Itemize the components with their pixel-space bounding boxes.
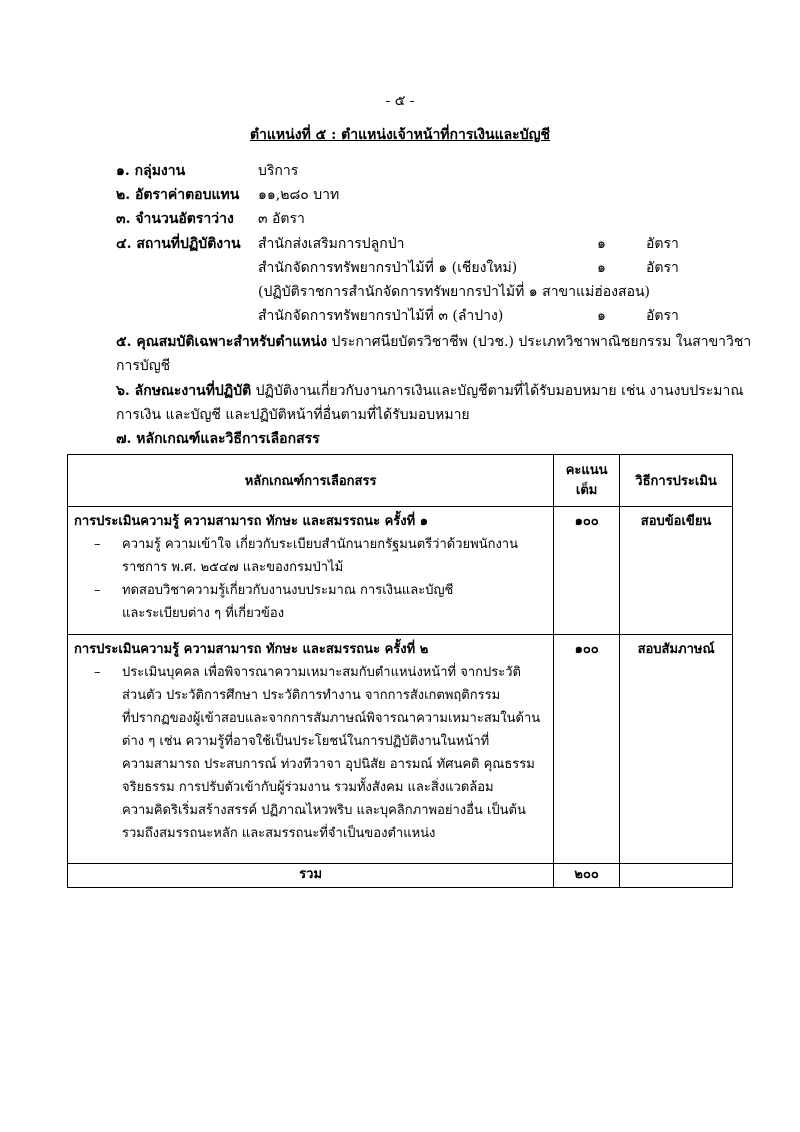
duties-label: ๖. ลักษณะงานที่ปฏิบัติ [116,383,252,399]
duties-line [116,380,743,402]
field-work-group-value: บริการ [258,163,299,179]
criteria-item: – ประเมินบุคคล เพื่อพิจารณาความเหมาะสมกับตำแหน่งหน้าที่ จากประวัติ ส่วนตัว ประวัติการศึกษา ประวัติการทำงาน จากการสังเกตพฤติกรรม ที่ปรากฏของผู้เข้าสอบและจากการสัมภาษณ์พิจารณาความเหมาะสมในด้าน ต่าง ๆ เช่น ความรู้ที่อาจใช้เป็นประโยชน์ในการปฏิบัติงานในหน้าที่ ความสามารถ ประสบการณ์ ท่วงทีวาจา อุปนิสัย อารมณ์ ทัศนคติ คุณธรรม จริยธรรม การปรับตัวเข้ากับผู้ร่วมงาน รวมทั้งสังคม และสิ่งแวดล้อม ความคิดริเริ่มสร้างสรรค์ ปฏิภาณไหวพริบ และบุคลิกภาพอย่างอื่น เป็นต้น รวมถึงสมรรถนะหลัก และสมรรถนะที่จำเป็นของตำแหน่ง [68,661,553,845]
criteria-title: การประเมินความรู้ ความสามารถ ทักษะ และสมรรถนะ ครั้งที่ ๒ [74,642,429,657]
total-label: รวม [68,864,554,888]
criteria-cell [68,507,554,635]
score-header: คะแนน เต็ม [554,455,620,507]
qualification-label: ๕. คุณสมบัติเฉพาะสำหรับตำแหน่ง [116,334,328,350]
method-cell: สอบข้อเขียน [620,507,733,635]
qualification-line [116,331,751,353]
total-score: ๒๐๐ [554,864,620,888]
total-method-empty [620,864,733,888]
score-cell: ๑๐๐ [554,507,620,635]
location-count: ๑ [597,260,606,276]
qualification-text: ประกาศนียบัตรวิชาชีพ (ปวช.) ประเภทวิชาพาณิชยกรรม ในสาขาวิชา [331,334,752,350]
location-label: ๔. สถานที่ปฏิบัติงาน [116,236,241,252]
location-unit: อัตรา [646,308,679,324]
table-row [68,507,733,635]
criteria-item: – ความรู้ ความเข้าใจ เกี่ยวกับระเบียบสำนักนายกรัฐมนตรีว่าด้วยพนักงาน ราชการ พ.ศ. ๒๕๔๗ และของกรมป่าไม้ [68,533,553,579]
duties-text-cont: การเงิน และบัญชี และปฏิบัติหน้าที่อื่นตามที่ได้รับมอบหมาย [116,407,470,423]
location-name: สำนักส่งเสริมการปลูกป่า [258,236,405,252]
field-salary-value: ๑๑,๒๘๐ บาท [258,187,340,203]
criteria-title: การประเมินความรู้ ความสามารถ ทักษะ และสมรรถนะ ครั้งที่ ๑ [74,514,428,529]
dash-bullet: – [94,537,101,552]
method-cell: สอบสัมภาษณ์ [620,635,733,864]
location-name: (ปฏิบัติราชการสำนักจัดการทรัพยากรป่าไม้ที่ ๑ สาขาแม่ฮ่องสอน) [258,284,651,300]
dash-bullet: – [94,665,101,680]
field-work-group-label: ๑. กลุ่มงาน [116,163,186,179]
table-total-row [68,864,733,888]
criteria-item: – ทดสอบวิชาความรู้เกี่ยวกับงานงบประมาณ การเงินและบัญชี และระเบียบต่าง ๆ ที่เกี่ยวข้อง [68,579,553,625]
location-unit: อัตรา [646,236,679,252]
table-header-row [68,455,733,507]
score-cell: ๑๐๐ [554,635,620,864]
position-heading: ตำแหน่งที่ ๕ : ตำแหน่งเจ้าหน้าที่การเงินและบัญชี [249,127,551,143]
table-row [68,635,733,864]
method-header: วิธีการประเมิน [620,455,733,507]
dash-bullet: – [94,583,101,598]
duties-text: ปฏิบัติงานเกี่ยวกับงานการเงินและบัญชีตามที่ได้รับมอบหมาย เช่น งานงบประมาณ [255,383,744,399]
page-number: - ๕ - [385,93,415,109]
criteria-header: หลักเกณฑ์การเลือกสรร [68,455,554,507]
field-vacancies-label: ๓. จำนวนอัตราว่าง [116,211,234,227]
location-name: สำนักจัดการทรัพยากรป่าไม้ที่ ๑ (เชียงใหม่) [258,260,518,276]
selection-heading: ๗. หลักเกณฑ์และวิธีการเลือกสรร [116,431,320,447]
qualification-text-cont: การบัญชี [116,358,171,374]
location-count: ๑ [597,236,606,252]
criteria-cell [68,635,554,864]
field-salary-label: ๒. อัตราค่าตอบแทน [116,187,240,203]
field-vacancies-value: ๓ อัตรา [258,211,305,227]
selection-criteria-table [67,454,733,888]
location-count: ๑ [597,308,606,324]
location-unit: อัตรา [646,260,679,276]
location-name: สำนักจัดการทรัพยากรป่าไม้ที่ ๓ (ลำปาง) [258,308,504,324]
